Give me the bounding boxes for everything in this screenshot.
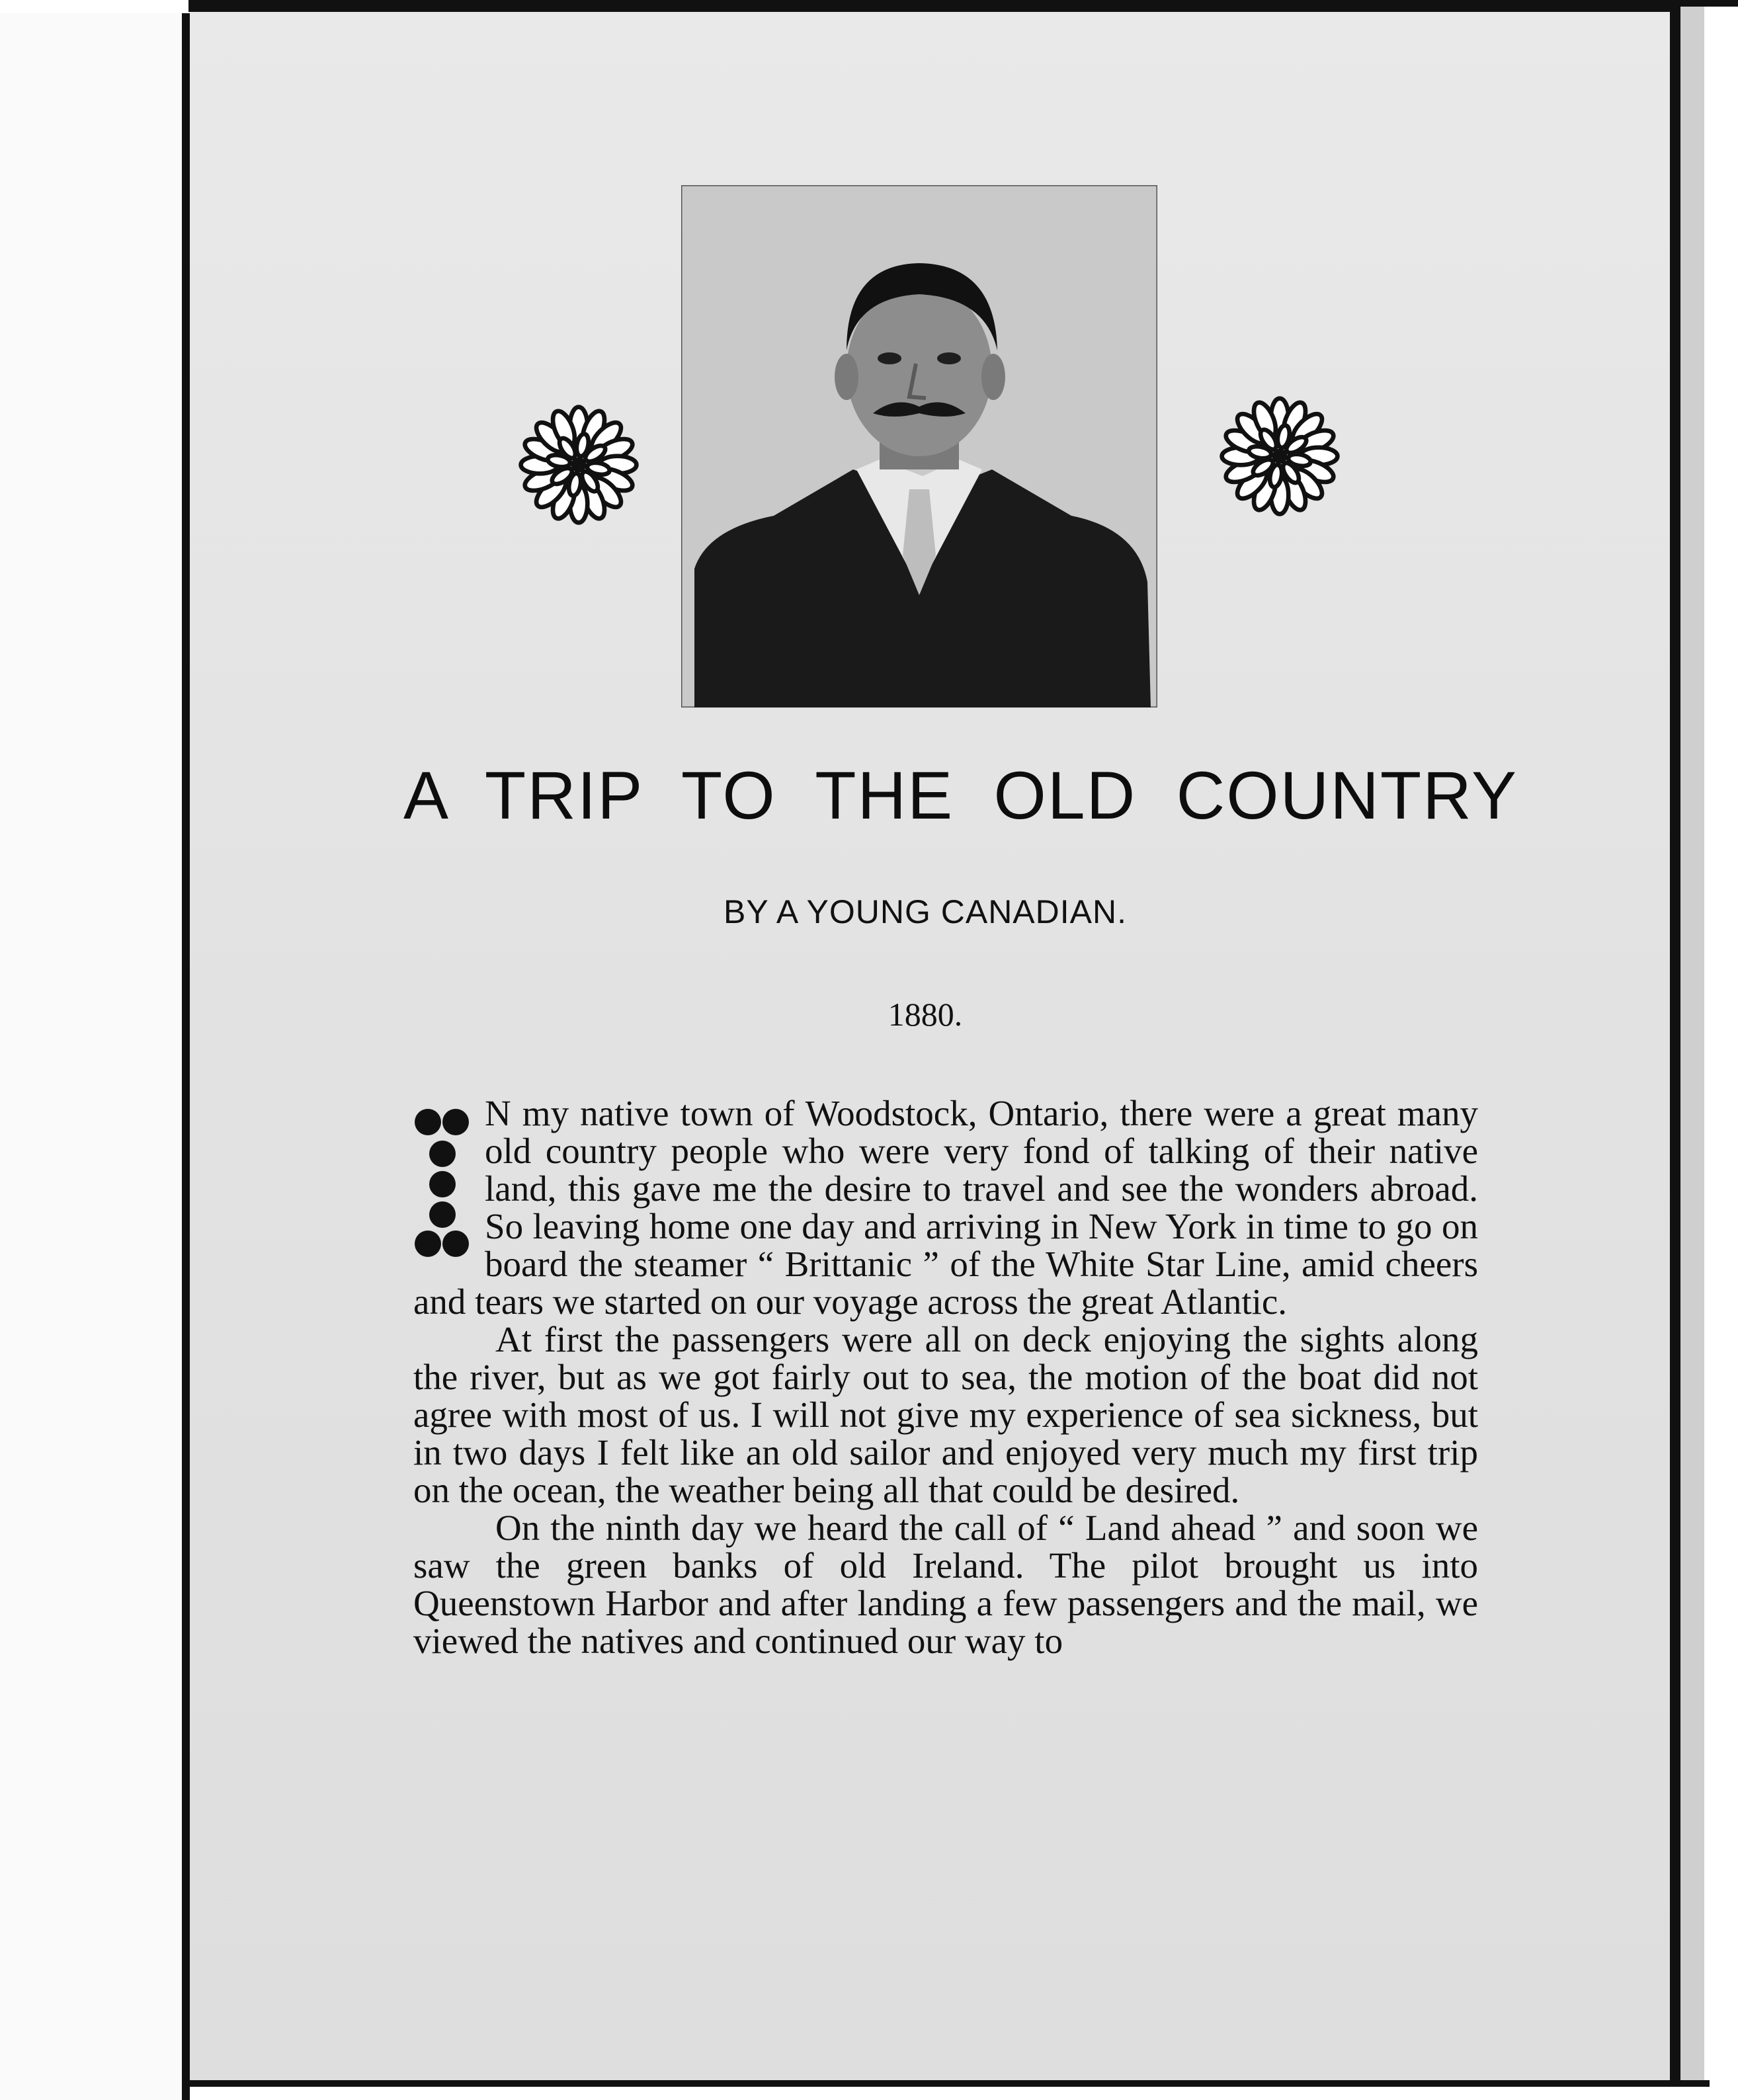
book-gutter xyxy=(182,13,190,2100)
right-border xyxy=(1670,7,1680,2083)
byline: BY A YOUNG CANADIAN. xyxy=(723,893,1127,930)
portrait-photograph xyxy=(681,185,1157,707)
rosette-ornament-left xyxy=(516,402,641,528)
left-page-edge xyxy=(0,13,185,2100)
paragraph-1 xyxy=(413,1094,1478,1320)
year: 1880. xyxy=(888,996,963,1033)
top-border xyxy=(188,0,1738,12)
rosette-ornament-right xyxy=(1217,393,1343,519)
right-margin xyxy=(1704,7,1738,2083)
page-title: A TRIP TO THE OLD COUNTRY xyxy=(403,758,1518,833)
paragraph-3: On the ninth day we heard the call of “ Land ahead ” and soon we saw the green banks of old Ireland. The pilot brought us into Queenstown Harbor and after landing a few passengers and the mail, we viewed the natives and continued our way to xyxy=(413,1508,1478,1661)
article-body xyxy=(413,1094,1478,1660)
right-page-strip xyxy=(1680,7,1704,2083)
paragraph-2: At first the passengers were all on deck enjoying the sights along the river, but as we got fairly out to sea, the motion of the boat did not agree with most of us. I will not give my experience of sea sickness, but in two days I felt like an old sailor and enjoyed very much my first trip on the ocean, the weather being all that could be desired. xyxy=(413,1319,1478,1510)
paragraph-1-text: N my native town of Woodstock, Ontario, there were a great many old country people who were very fond of talking of their native land, this gave me the desire to travel and see the wonders abroad. So leaving home one day and arriving in New York in time to go on board the steamer “ Brittanic ” of the White Star Line, amid cheers and tears we started on our voyage across the great Atlantic. xyxy=(413,1093,1478,1322)
bottom-border xyxy=(188,2080,1710,2087)
ornamental-dropcap-I xyxy=(413,1106,472,1260)
